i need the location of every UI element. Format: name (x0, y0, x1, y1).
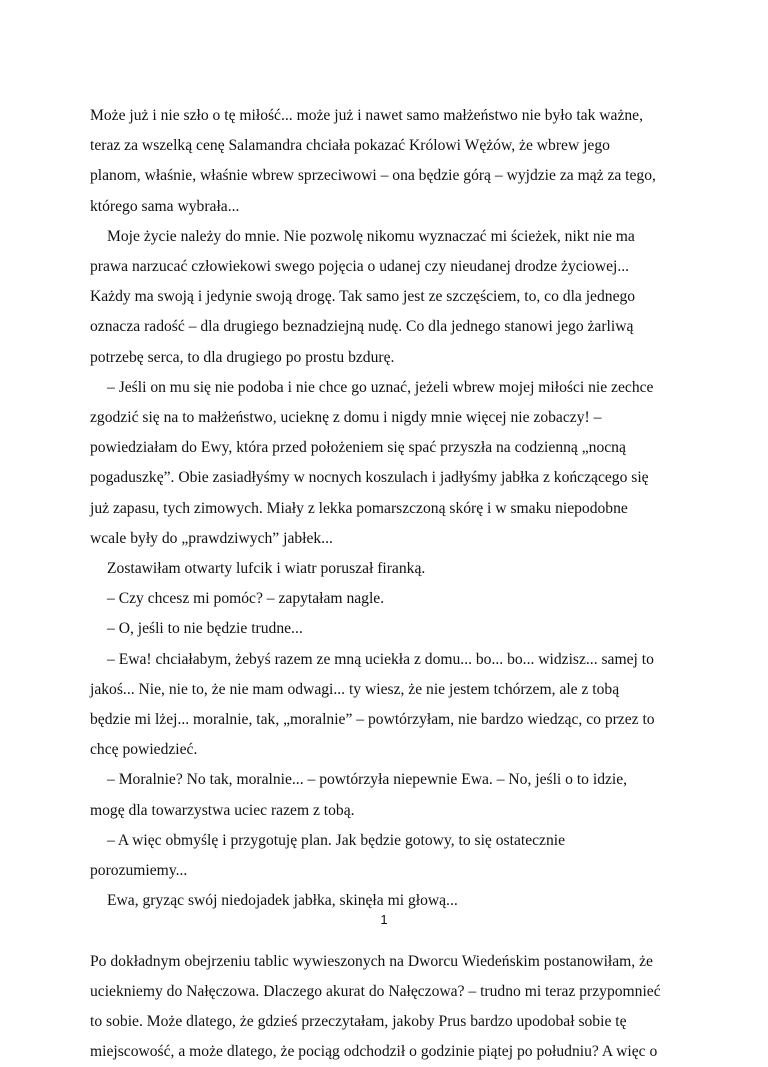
text-line: miejscowość, a może dlatego, że pociąg odchodził o godzinie piątej po południu? A więc o (90, 1043, 658, 1061)
text-line: to sobie. Może dlatego, że gdzieś przeczytałam, jakoby Prus bardzo upodobał sobie tę (90, 1013, 627, 1031)
text-line: Każdy ma swoją i jedynie swoją drogę. Tak samo jest ze szczęściem, to, co dla jednego (90, 288, 636, 306)
text-line: prawa narzucać człowiekowi swego pojęcia o udanej czy nieudanej drodze życiowej... (90, 258, 630, 276)
text-line: którego sama wybrała... (90, 197, 240, 215)
text-line: – Moralnie? No tak, moralnie... – powtórzyła niepewnie Ewa. – No, jeśli o to idzie, (107, 771, 628, 789)
text-line: – Czy chcesz mi pomóc? – zapytałam nagle. (107, 590, 385, 608)
text-line: będzie mi lżej... moralnie, tak, „moralnie” – powtórzyłam, nie bardzo wiedząc, co przez to (90, 711, 655, 729)
text-line: uciekniemy do Nałęczowa. Dlaczego akurat do Nałęczowa? – trudno mi teraz przypomnieć (90, 982, 661, 1000)
text-line: już zapasu, tych zimowych. Miały z lekka pomarszczoną skórę i w smaku niepodobne (90, 499, 628, 517)
text-line: Może już i nie szło o tę miłość... może już i nawet samo małżeństwo nie było tak ważne, (90, 107, 643, 124)
text-line: chcę powiedzieć. (90, 741, 198, 759)
text-line: – O, jeśli to nie będzie trudne... (107, 620, 303, 638)
text-line: teraz za wszelką cenę Salamandra chciała pokazać Królowi Wężów, że wbrew jego (90, 137, 610, 155)
text-line: – A więc obmyślę i przygotuję plan. Jak będzie gotowy, to się ostatecznie (107, 831, 566, 849)
text-line: Po dokładnym obejrzeniu tablic wywieszonych na Dworcu Wiedeńskim postanowiłam, że (90, 952, 653, 970)
text-line: Moje życie należy do mnie. Nie pozwolę nikomu wyznaczać mi ścieżek, nikt nie ma (107, 227, 635, 245)
text-line: Zostawiłam otwarty lufcik i wiatr poruszał firanką. (107, 560, 426, 578)
page-number: 1 (380, 912, 388, 927)
text-line: – Jeśli on mu się nie podoba i nie chce go uznać, jeżeli wbrew mojej miłości nie zechce (107, 378, 654, 396)
text-line: jakoś... Nie, nie to, że nie mam odwagi... ty wiesz, że nie jestem tchórzem, ale z tobą (90, 680, 620, 698)
text-line: – Ewa! chciałabym, żebyś razem ze mną uciekła z domu... bo... bo... widzisz... samej to (107, 650, 654, 668)
text-line: potrzebę serca, to dla drugiego po prostu bzdurę. (90, 348, 395, 366)
text-line: porozumiemy... (90, 862, 188, 880)
text-line: oznacza radość – dla drugiego beznadziejną nudę. Co dla jednego stanowi jego żarliwą (90, 318, 634, 336)
text-line: wcale były do „prawdziwych” jabłek... (90, 529, 333, 547)
text-line: planom, właśnie, właśnie wbrew sprzeciwowi – ona będzie górą – wyjdzie za mąż za tego, (90, 167, 656, 185)
text-line: Ewa, gryząc swój niedojadek jabłka, skinęła mi głową... (107, 892, 458, 910)
text-line: mogę dla towarzystwa uciec razem z tobą. (90, 801, 355, 819)
text-line: powiedziałam do Ewy, która przed położeniem się spać przyszła na codzienną „nocną (90, 439, 626, 457)
text-line: zgodzić się na to małżeństwo, ucieknę z domu i nigdy mnie więcej nie zobaczy! – (90, 409, 602, 427)
text-line: pogaduszkę”. Obie zasiadłyśmy w nocnych koszulach i jadłyśmy jabłka z kończącego się (90, 469, 649, 487)
